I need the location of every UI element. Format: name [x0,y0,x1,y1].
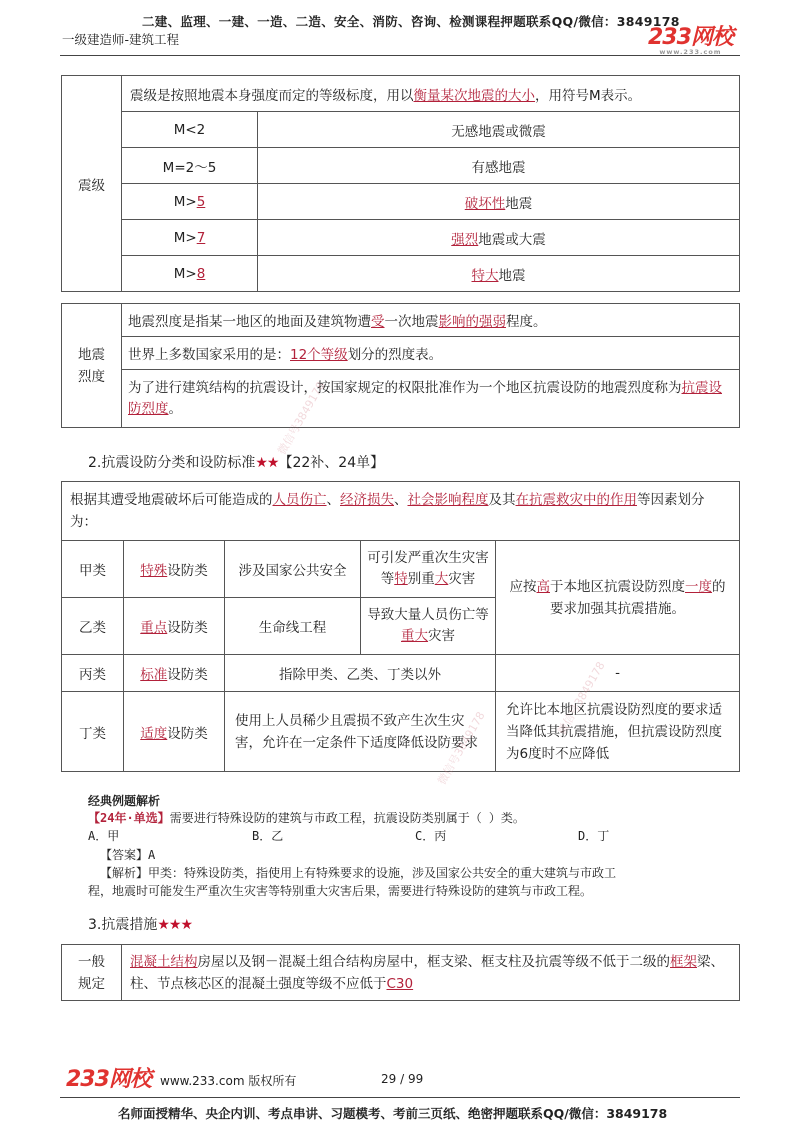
measures-label: 一般 规定 [62,945,122,1001]
category-scope: 生命线工程 [225,598,361,655]
category-effect: 可引发严重次生灾害等特别重大灾害 [361,541,496,598]
magnitude-desc: 强烈地震或大震 [258,220,740,256]
option-d: D．丁 [578,829,610,843]
magnitude-desc: 有感地震 [258,148,740,184]
watermark: 微信号3849178 [435,709,488,788]
table-row [62,655,740,692]
intensity-label: 地震 烈度 [62,304,122,428]
fortification-table [61,481,740,772]
magnitude-desc: 破坏性地震 [258,184,740,220]
magnitude-intro: 震级是按照地震本身强度而定的等级标度，用以衡量某次地震的大小，用符号M表示。 [122,76,740,112]
example-analysis-2: 程，地震时可能发生严重次生灾害等特别重大灾害后果，需要进行特殊设防的建筑与市政工程。 [88,884,593,898]
table-row [62,112,740,148]
category-scope: 使用上人员稀少且震损不致产生次生灾害，允许在一定条件下适度降低设防要求 [225,692,496,772]
example-title: 经典例题解析 [88,794,161,808]
magnitude-label: 震级 [62,76,122,292]
category-scope: 涉及国家公共安全 [225,541,361,598]
intensity-design: 为了进行建筑结构的抗震设计，按国家规定的权限批准作为一个地区抗震设防的地震烈度称为抗震设防烈度。 [122,370,740,428]
section-2-title: 2.抗震设防分类和设防标准★★【22补、24单】 [88,455,385,471]
category-type: 适度设防类 [124,692,225,772]
measures-table [61,944,740,1001]
option-c: C．丙 [415,829,447,843]
fortification-intro: 根据其遭受地震破坏后可能造成的人员伤亡、经济损失、社会影响程度及其在抗震救灾中的作用等因素划分为： [62,482,740,541]
intensity-scale: 世界上多数国家采用的是：12个等级划分的烈度表。 [122,337,740,370]
table-row [62,148,740,184]
table-row [62,692,740,772]
page-number: 29 / 99 [381,1072,424,1086]
magnitude-desc: 无感地震或微震 [258,112,740,148]
magnitude-table [61,75,740,292]
header-subject: 一级建造师-建筑工程 [62,32,180,47]
magnitude-range: M>8 [122,256,258,292]
table-row [62,220,740,256]
intensity-definition: 地震烈度是指某一地区的地面及建筑物遭受一次地震影响的强弱程度。 [122,304,740,337]
category-cell: 丙类 [62,655,124,692]
category-cell: 丁类 [62,692,124,772]
category-cell: 甲类 [62,541,124,598]
magnitude-range: M>5 [122,184,258,220]
category-type: 特殊设防类 [124,541,225,598]
category-scope: 指除甲类、乙类、丁类以外 [225,655,496,692]
category-measure: - [496,655,740,692]
footer-divider [60,1097,740,1098]
example-analysis-1: 【解析】甲类：特殊设防类，指使用上有特殊要求的设施，涉及国家公共安全的重大建筑与市政工 [100,866,617,880]
category-measure: 允许比本地区抗震设防烈度的要求适当降低其抗震措施，但抗震设防烈度为6度时不应降低 [496,692,740,772]
magnitude-range: M<2 [122,112,258,148]
brand-logo: 233网校 www.233.com [648,25,733,56]
example-question: 【24年·单选】需要进行特殊设防的建筑与市政工程，抗震设防类别属于（ ）类。 [88,811,525,825]
magnitude-range: M=2～5 [122,148,258,184]
section-3-title: 3.抗震措施★★★ [88,917,193,933]
intensity-table [61,303,740,428]
footer-tagline: 名师面授精华、央企内训、考点串讲、习题模考、考前三页纸、绝密押题联系QQ/微信：3849178 [118,1106,668,1121]
category-type: 标准设防类 [124,655,225,692]
option-b: B．乙 [252,829,284,843]
example-answer: 【答案】A [100,848,156,862]
header-contact: 二建、监理、一建、一造、二造、安全、消防、咨询、检测课程押题联系QQ/微信：3849178 [142,14,680,29]
measures-text: 混凝土结构房屋以及钢－混凝土组合结构房屋中，框支梁、框支柱及抗震等级不低于二级的框架梁、柱、节点核芯区的混凝土强度等级不应低于C30 [122,945,740,1001]
footer-copyright: www.233.com 版权所有 [160,1074,297,1088]
watermark: 微信号3849178 [555,659,608,738]
category-measure: 应按高于本地区抗震设防烈度一度的要求加强其抗震措施。 [496,541,740,655]
watermark: 微信号3849178 [275,379,328,458]
magnitude-desc: 特大地震 [258,256,740,292]
category-type: 重点设防类 [124,598,225,655]
category-cell: 乙类 [62,598,124,655]
table-row [62,256,740,292]
table-row [62,541,740,598]
table-row [62,184,740,220]
footer-logo: 233网校 [66,1067,151,1092]
option-a: A．甲 [88,829,120,843]
magnitude-range: M>7 [122,220,258,256]
category-effect: 导致大量人员伤亡等重大灾害 [361,598,496,655]
header-divider [60,55,740,56]
